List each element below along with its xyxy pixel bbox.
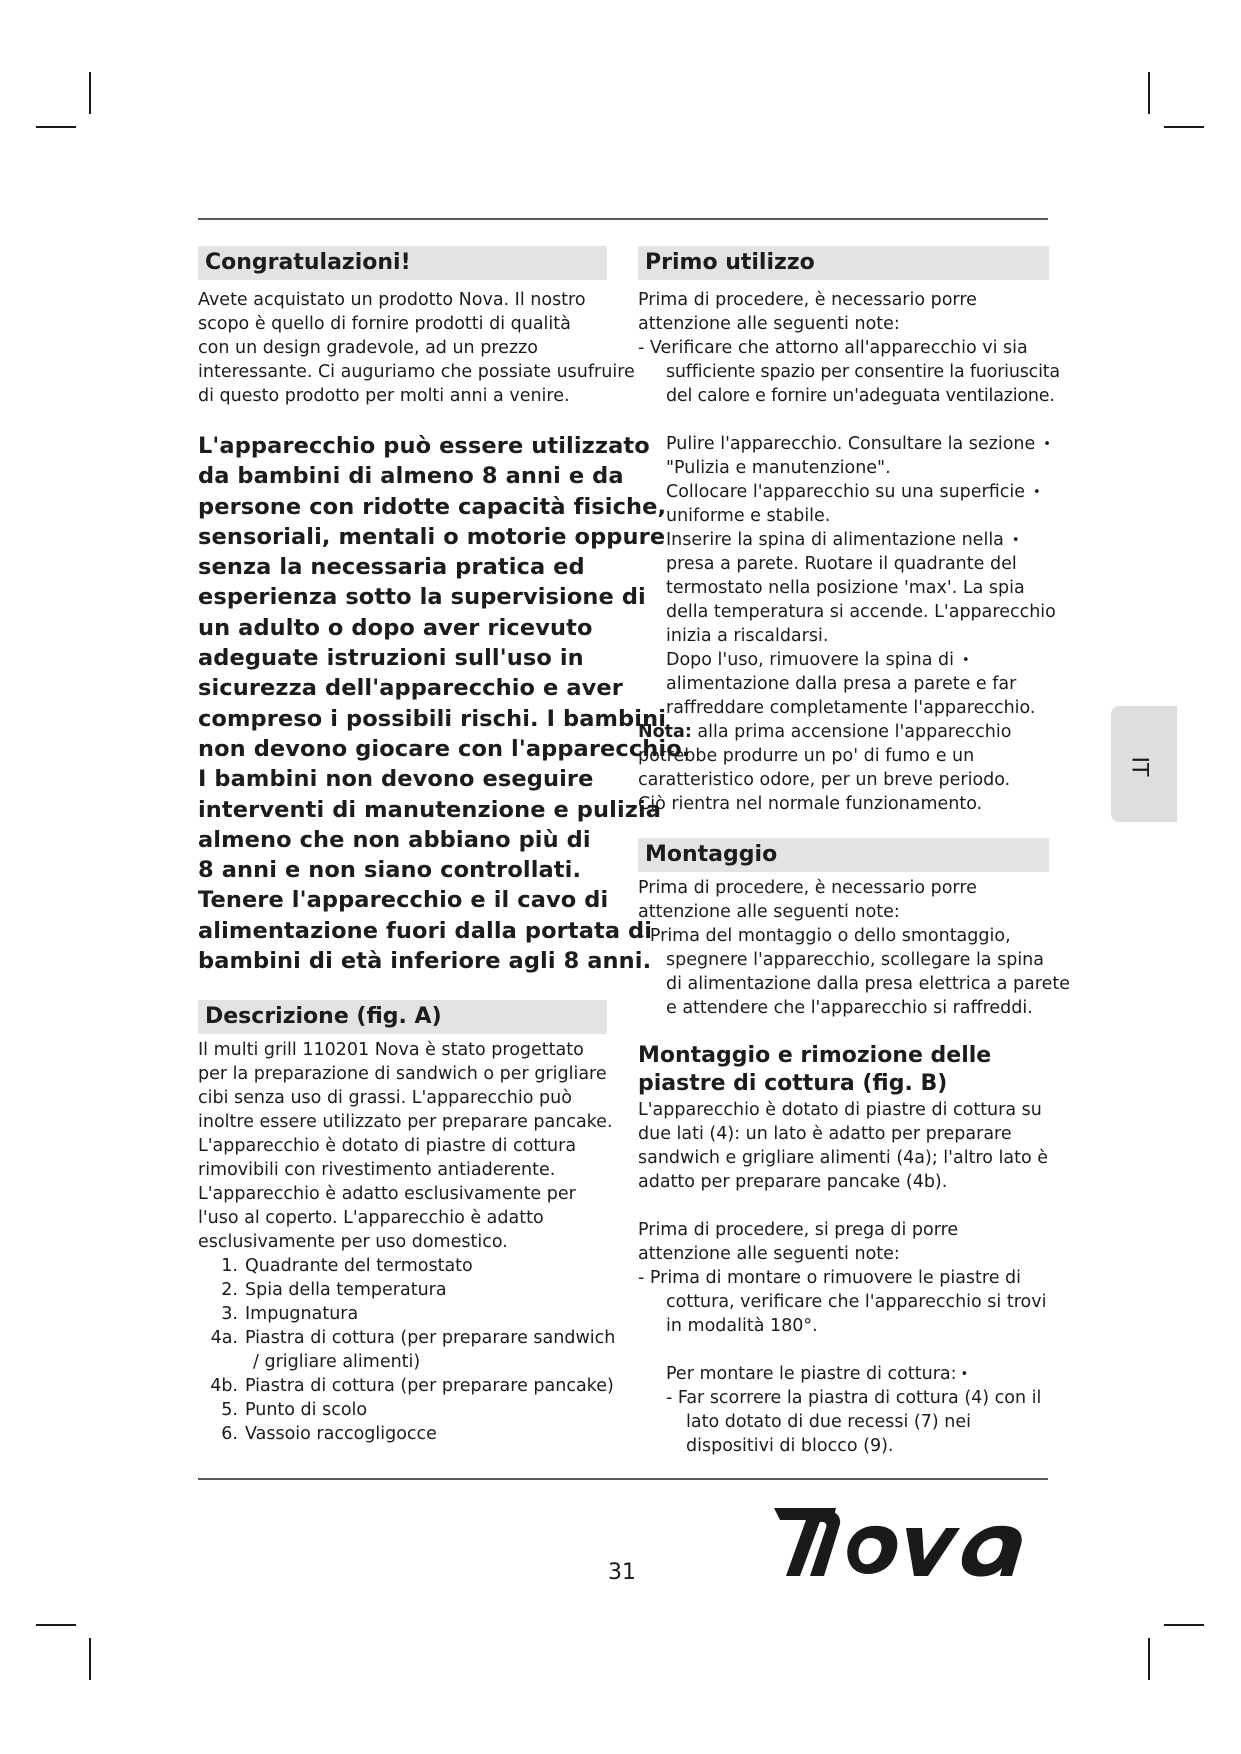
- text-line: l'uso al coperto. L'apparecchio è adatto: [198, 1208, 544, 1229]
- dash-item-continuation: e attendere che l'apparecchio si raffreddi.: [666, 998, 1033, 1018]
- dash-item: - Prima del montaggio o dello smontaggio,: [638, 926, 1011, 946]
- warning-line: alimentazione fuori dalla portata di: [198, 917, 653, 944]
- warning-line: adeguate istruzioni sull'uso in: [198, 645, 584, 672]
- parts-list: [198, 1254, 638, 1446]
- warning-line: sensoriali, mentali o motorie oppure: [198, 523, 666, 550]
- warning-line: persone con ridotte capacità fisiche,: [198, 493, 667, 520]
- step-continuation: alimentazione dalla presa a parete e far: [666, 674, 1017, 694]
- list-text: Impugnatura: [245, 1304, 359, 1325]
- language-tab: [1111, 706, 1177, 822]
- text-line: cibi senza uso di grassi. L'apparecchio può: [198, 1088, 572, 1109]
- description-heading: Descrizione (fig. A): [198, 1000, 607, 1034]
- text-line: due lati (4): un lato è adatto per preparare: [638, 1124, 1012, 1144]
- warning-line: un adulto o dopo aver ricevuto: [198, 614, 593, 641]
- assembly-heading: Montaggio: [638, 838, 1049, 872]
- dash-item-continuation: di alimentazione dalla presa elettrica a parete: [666, 974, 1070, 994]
- bullet: •: [1033, 485, 1041, 500]
- text-line: L'apparecchio è dotato di piastre di cottura su: [638, 1100, 1042, 1120]
- sub-dash-item: - Far scorrere la piastra di cottura (4) con il: [666, 1388, 1042, 1408]
- list-item: [198, 1302, 638, 1326]
- list-text: Punto di scolo: [245, 1400, 368, 1421]
- text-line: rimovibili con rivestimento antiaderente.: [198, 1160, 556, 1181]
- mount-instructions: [638, 1362, 1078, 1386]
- warning-line: da bambini di almeno 8 anni e da: [198, 463, 624, 490]
- list-item: [198, 1254, 638, 1278]
- list-item: [198, 1374, 638, 1398]
- text-line: esclusivamente per uso domestico.: [198, 1232, 508, 1253]
- top-rule: [198, 218, 1048, 220]
- text-line: Il multi grill 110201 Nova è stato progettato: [198, 1040, 584, 1061]
- note-text: alla prima accensione l'apparecchio: [697, 722, 1012, 742]
- list-number: 3.: [221, 1304, 238, 1325]
- steps-list: [638, 432, 1078, 720]
- list-item-continuation: / grigliare alimenti): [253, 1352, 421, 1373]
- list-text: Vassoio raccogligocce: [245, 1424, 437, 1445]
- step-text: Pulire l'apparecchio. Consultare la sezione: [666, 434, 1036, 454]
- step-item: [638, 648, 1078, 672]
- text-line: attenzione alle seguenti note:: [638, 314, 900, 334]
- text-line: interessante. Ci auguriamo che possiate usufruire: [198, 362, 635, 382]
- text-line: Prima di procedere, è necessario porre: [638, 878, 977, 898]
- step-continuation: uniforme e stabile.: [666, 506, 831, 526]
- note-label: Nota:: [638, 722, 692, 742]
- step-continuation: termostato nella posizione 'max'. La spia: [666, 578, 1025, 598]
- bullet: •: [960, 1367, 969, 1382]
- step-continuation: raffreddare completamente l'apparecchio.: [666, 698, 1036, 718]
- dash-item-continuation: cottura, verificare che l'apparecchio si trovi: [666, 1292, 1047, 1312]
- list-number: 1.: [221, 1256, 238, 1277]
- step-continuation: presa a parete. Ruotare il quadrante del: [666, 554, 1017, 574]
- congrats-text: [198, 288, 638, 408]
- bullet: •: [1011, 533, 1020, 548]
- crop-mark: [1164, 126, 1204, 128]
- nova-logo-icon: [764, 1502, 1044, 1582]
- plates-heading: Montaggio e rimozione delle: [638, 1043, 992, 1068]
- dash-item-continuation: in modalità 180°.: [666, 1316, 818, 1336]
- dash-item-continuation: spegnere l'apparecchio, scollegare la spina: [666, 950, 1045, 970]
- list-text: Spia della temperatura: [245, 1280, 447, 1301]
- warning-line: almeno che non abbiano più di: [198, 826, 591, 853]
- warning-line: interventi di manutenzione e pulizia: [198, 796, 662, 823]
- sub-dash-continuation: lato dotato di due recessi (7) nei: [686, 1412, 972, 1432]
- text-line: Prima di procedere, è necessario porre: [638, 290, 977, 310]
- text-line: con un design gradevole, ad un prezzo: [198, 338, 538, 358]
- warning-line: sicurezza dell'apparecchio e aver: [198, 675, 623, 702]
- crop-mark: [36, 1624, 76, 1626]
- crop-mark: [1164, 1624, 1204, 1626]
- list-item: [198, 1398, 638, 1422]
- crop-mark: [36, 126, 76, 128]
- crop-mark: [89, 72, 91, 114]
- list-text: Piastra di cottura (per preparare pancake): [245, 1376, 614, 1397]
- list-text: Piastra di cottura (per preparare sandwich: [245, 1328, 616, 1349]
- page-number: 31: [608, 1560, 636, 1585]
- note-continuation: Ciò rientra nel normale funzionamento.: [638, 794, 983, 814]
- nova-logo: [764, 1502, 1044, 1586]
- text-line: inoltre essere utilizzato per preparare pancake.: [198, 1112, 613, 1133]
- step-item: [638, 432, 1078, 456]
- bullet: •: [1043, 437, 1051, 452]
- step-continuation: "Pulizia e manutenzione".: [666, 458, 891, 478]
- text-line: Prima di procedere, si prega di porre: [638, 1220, 959, 1240]
- step-text: Dopo l'uso, rimuovere la spina di: [666, 650, 955, 670]
- text-line: per la preparazione di sandwich o per grigliare: [198, 1064, 607, 1085]
- list-number: 5.: [221, 1400, 238, 1421]
- bottom-rule: [198, 1478, 1048, 1480]
- step-item: [638, 528, 1078, 552]
- description-text: [198, 1038, 638, 1254]
- note-continuation: potrebbe produrre un po' di fumo e un: [638, 746, 975, 766]
- text-line: Avete acquistato un prodotto Nova. Il nostro: [198, 290, 586, 310]
- list-item: [198, 1422, 638, 1446]
- step-continuation: inizia a riscaldarsi.: [666, 626, 829, 646]
- warning-line: Tenere l'apparecchio e il cavo di: [198, 887, 609, 914]
- step-item: [638, 480, 1078, 504]
- crop-mark: [89, 1638, 91, 1680]
- congrats-heading: Congratulazioni!: [198, 246, 607, 280]
- mount-label: Per montare le piastre di cottura:: [666, 1364, 957, 1384]
- warning-line: I bambini non devono eseguire: [198, 766, 594, 793]
- first-use-heading: Primo utilizzo: [638, 246, 1049, 280]
- warning-line: bambini di età inferiore agli 8 anni.: [198, 948, 652, 975]
- list-number: 6.: [221, 1424, 238, 1445]
- note: [638, 720, 1078, 744]
- text-line: L'apparecchio è adatto esclusivamente per: [198, 1184, 576, 1205]
- list-item: [198, 1326, 638, 1350]
- list-number: 2.: [221, 1280, 238, 1301]
- warning-line: non devono giocare con l'apparecchio.: [198, 735, 691, 762]
- note-continuation: caratteristico odore, per un breve periodo.: [638, 770, 1011, 790]
- warning-line: esperienza sotto la supervisione di: [198, 584, 646, 611]
- text-line: L'apparecchio è dotato di piastre di cottura: [198, 1136, 577, 1157]
- right-column: [638, 246, 1078, 1458]
- text-line: adatto per preparare pancake (4b).: [638, 1172, 948, 1192]
- step-text: Collocare l'apparecchio su una superficie: [666, 482, 1026, 502]
- list-item: [198, 1278, 638, 1302]
- text-line: attenzione alle seguenti note:: [638, 902, 900, 922]
- warning-line: L'apparecchio può essere utilizzato: [198, 433, 650, 459]
- text-line: sandwich e grigliare alimenti (4a); l'altro lato è: [638, 1148, 1048, 1168]
- list-number: 4b.: [210, 1376, 238, 1397]
- dash-item-continuation: [638, 384, 1078, 408]
- language-tab-label: IT: [1126, 756, 1152, 777]
- crop-mark: [1148, 72, 1150, 114]
- warning-line: senza la necessaria pratica ed: [198, 554, 585, 581]
- crop-mark: [1148, 1638, 1150, 1680]
- bullet: •: [962, 653, 970, 668]
- warning-line: compreso i possibili rischi. I bambini: [198, 705, 667, 732]
- warning-line: 8 anni e non siano controllati.: [198, 857, 582, 884]
- text-line: attenzione alle seguenti note:: [638, 1244, 900, 1264]
- plates-heading: piastre di cottura (fig. B): [638, 1071, 948, 1096]
- list-number: 4a.: [210, 1328, 238, 1349]
- dash-item: - Verificare che attorno all'apparecchio vi sia: [638, 338, 1028, 358]
- dash-item: - Prima di montare o rimuovere le piastre di: [638, 1268, 1022, 1288]
- list-text: Quadrante del termostato: [245, 1256, 473, 1277]
- text-line: scopo è quello di fornire prodotti di qualità: [198, 314, 571, 334]
- sub-dash-continuation: dispositivi di blocco (9).: [686, 1436, 894, 1456]
- text-line: di questo prodotto per molti anni a venire.: [198, 386, 570, 406]
- step-text: Inserire la spina di alimentazione nella: [666, 530, 1004, 550]
- text-line: sufficiente spazio per consentire la fuoriuscita: [666, 362, 1060, 382]
- dash-item-continuation: [638, 360, 1078, 384]
- step-continuation: della temperatura si accende. L'apparecchio: [666, 602, 1056, 622]
- text-line: del calore e fornire un'adeguata ventilazione.: [666, 386, 1055, 406]
